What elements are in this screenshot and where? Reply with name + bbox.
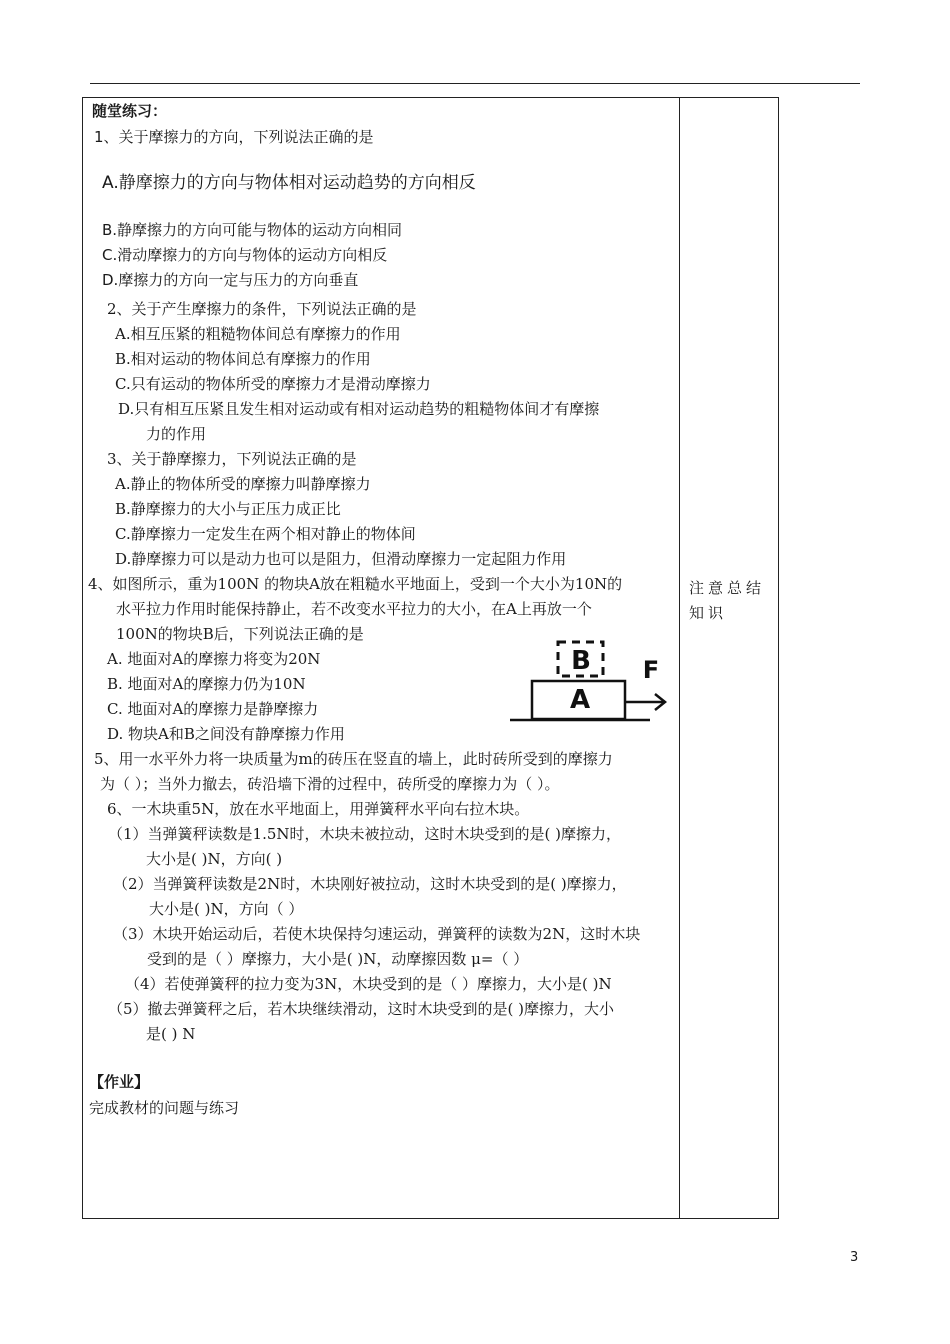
- q6-part3-line1: （3）木块开始运动后，若使木块保持匀速运动，弹簧秤的读数为2N，这时木块: [113, 925, 641, 943]
- header-rule: [90, 83, 860, 84]
- q1-option-b: B.静摩擦力的方向可能与物体的运动方向相同: [102, 221, 403, 239]
- q3-stem: 3、关于静摩擦力，下列说法正确的是: [107, 450, 357, 468]
- q3-option-b: B.静摩擦力的大小与正压力成正比: [115, 500, 341, 518]
- page-number: 3: [850, 1250, 859, 1265]
- q2-stem: 2、关于产生摩擦力的条件，下列说法正确的是: [107, 300, 417, 318]
- q4-figure: [505, 636, 675, 726]
- q3-option-a: A.静止的物体所受的摩擦力叫静摩擦力: [115, 475, 371, 493]
- q6-part1-line1: （1）当弹簧秤读数是1.5N时，木块未被拉动，这时木块受到的是( )摩擦力，: [108, 825, 621, 843]
- q1-option-a: A.静摩擦力的方向与物体相对运动趋势的方向相反: [102, 173, 476, 193]
- q4-option-b: B. 地面对A的摩擦力仍为10N: [107, 675, 306, 693]
- homework-text: 完成教材的问题与练习: [89, 1099, 240, 1117]
- q4-option-a: A. 地面对A的摩擦力将变为20N: [107, 650, 321, 668]
- section-title: 随堂练习：: [92, 102, 168, 120]
- q5-line2: 为（ ）；当外力撤去，砖沿墙下滑的过程中，砖所受的摩擦力为（ ）。: [100, 775, 560, 793]
- q3-option-c: C.静摩擦力一定发生在两个相对静止的物体间: [115, 525, 416, 543]
- q4-stem-line3: 100N的物块B后，下列说法正确的是: [116, 625, 364, 643]
- q2-option-d-line1: D.只有相互压紧且发生相对运动或有相对运动趋势的粗糙物体间才有摩擦: [118, 400, 600, 418]
- q6-stem: 6、一木块重5N，放在水平地面上，用弹簧秤水平向右拉木块。: [107, 800, 530, 818]
- q2-option-c: C.只有运动的物体所受的摩擦力才是滑动摩擦力: [115, 375, 431, 393]
- q4-stem-line1: 4、如图所示，重为100N 的物块A放在粗糙水平地面上，受到一个大小为10N的: [88, 575, 623, 593]
- force-label: F: [642, 656, 660, 684]
- q3-option-d: D.静摩擦力可以是动力也可以是阻力，但滑动摩擦力一定起阻力作用: [115, 550, 567, 568]
- q4-option-d: D. 物块A和B之间没有静摩擦力作用: [107, 725, 345, 743]
- q6-part2-line2: 大小是( )N，方向（ ）: [149, 900, 304, 918]
- q4-stem-line2: 水平拉力作用时能保持静止，若不改变水平拉力的大小，在A上再放一个: [116, 600, 592, 618]
- q5-line1: 5、用一水平外力将一块质量为m的砖压在竖直的墙上，此时砖所受到的摩擦力: [94, 750, 613, 768]
- q1-stem: 1、关于摩擦力的方向，下列说法正确的是: [94, 128, 374, 146]
- block-b-label: B: [571, 646, 591, 676]
- q2-option-b: B.相对运动的物体间总有摩擦力的作用: [115, 350, 371, 368]
- q6-part5-line1: （5）撤去弹簧秤之后，若木块继续滑动，这时木块受到的是( )摩擦力，大小: [108, 1000, 615, 1018]
- q6-part3-line2: 受到的是（ ）摩擦力，大小是( )N，动摩擦因数 μ=（ ）: [147, 950, 529, 968]
- q6-part1-line2: 大小是( )N，方向( ): [146, 850, 283, 868]
- q6-part2-line1: （2）当弹簧秤读数是2N时，木块刚好被拉动，这时木块受到的是( )摩擦力，: [113, 875, 627, 893]
- column-divider: [679, 97, 680, 1219]
- q6-part5-line2: 是( ) N: [146, 1025, 196, 1043]
- q6-part4: （4）若使弹簧秤的拉力变为3N，木块受到的是（ ）摩擦力，大小是( )N: [125, 975, 612, 993]
- q2-option-d-line2: 力的作用: [146, 425, 207, 443]
- q1-option-c: C.滑动摩擦力的方向与物体的运动方向相反: [102, 246, 388, 264]
- q1-option-d: D.摩擦力的方向一定与压力的方向垂直: [102, 271, 359, 289]
- side-note: 注意总结知识: [689, 579, 766, 622]
- block-a-label: A: [569, 685, 591, 715]
- q4-option-c: C. 地面对A的摩擦力是静摩擦力: [107, 700, 319, 718]
- homework-title: 【作业】: [89, 1073, 150, 1091]
- q2-option-a: A.相互压紧的粗糙物体间总有摩擦力的作用: [115, 325, 401, 343]
